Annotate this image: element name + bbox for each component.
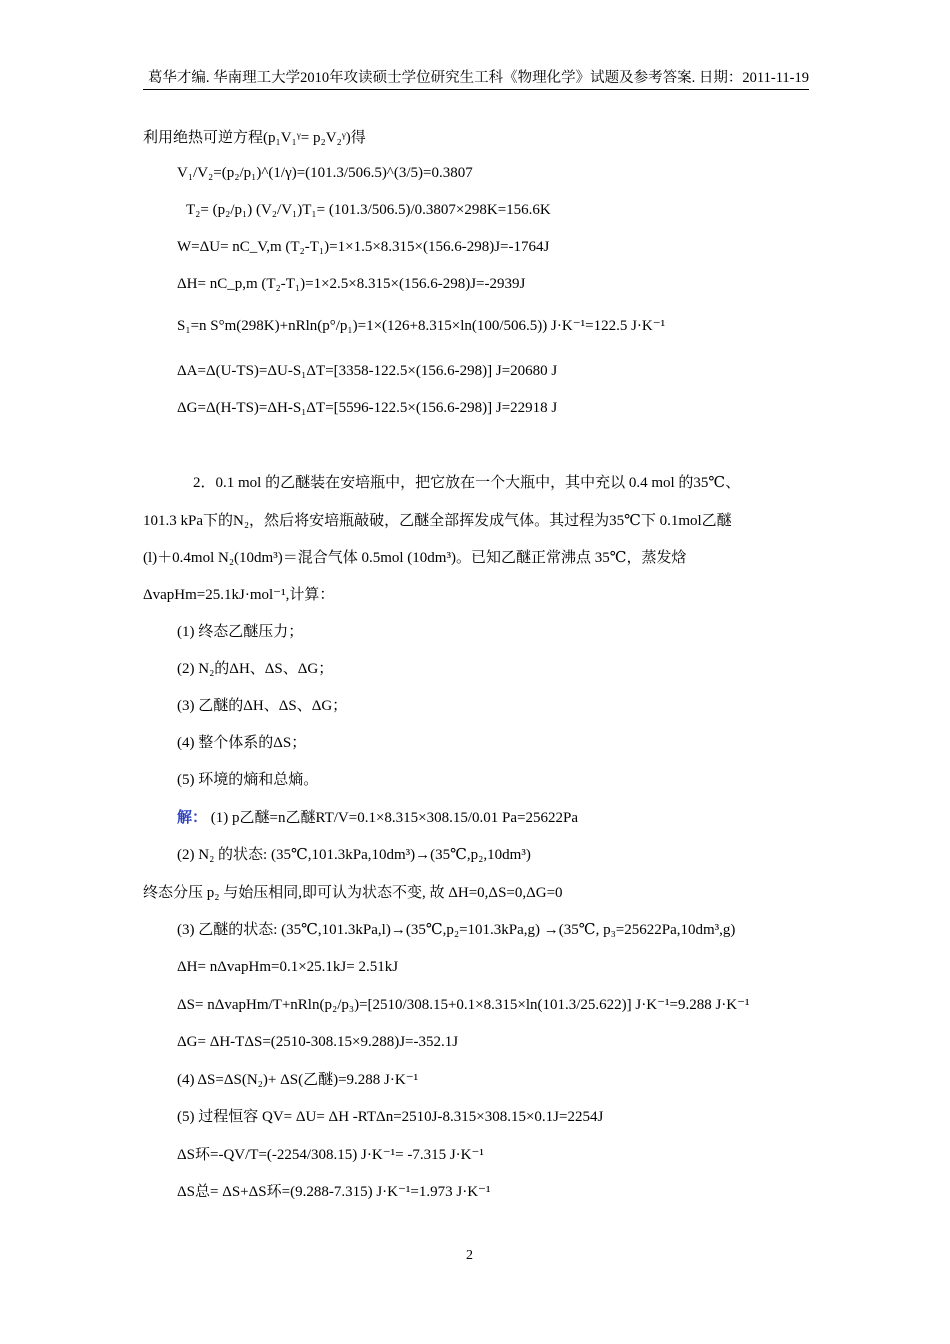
solution-2-conclusion: 终态分压 p₂ 与始压相同,即可认为状态不变, 故 ΔH=0,ΔS=0,ΔG=0 (143, 885, 563, 901)
question-2: (2) N₂的ΔH、ΔS、ΔG； (177, 661, 334, 677)
solution-5-env-entropy: ΔS环=-QV/T=(-2254/308.15) J·K⁻¹= -7.315 J·K⁻¹ (177, 1147, 484, 1163)
solution-part1 (177, 808, 578, 828)
equation-t2: T₂= (p₂/p₁) (V₂/V₁)T₁= (101.3/506.5)/0.3807×298K=156.6K (186, 202, 551, 218)
solution-label: 解： (177, 810, 208, 826)
problem2-line3: (l)＋0.4mol N₂(10dm³)＝混合气体 0.5mol (10dm³)。已知乙醚正常沸点 35℃，蒸发焓 (143, 550, 687, 566)
solution-3-enthalpy: ΔH= nΔvapHm=0.1×25.1kJ= 2.51kJ (177, 959, 399, 975)
equation-gibbs: ΔG=Δ(H-TS)=ΔH-S₁ΔT=[5596-122.5×(156.6-298)] J=22918 J (177, 400, 558, 416)
equation-work: W=ΔU= nC_V,m (T₂-T₁)=1×1.5×8.315×(156.6-298)J=-1764J (177, 239, 550, 255)
solution-3-entropy: ΔS= nΔvapHm/T+nRln(p₂/p₃)=[2510/308.15+0.1×8.315×ln(101.3/25.622)] J·K⁻¹=9.288 J·K⁻¹ (177, 997, 750, 1013)
page-header: 葛华才编. 华南理工大学2010年攻读硕士学位研究生工科《物理化学》试题及参考答案. 日期：2011-11-19 (143, 66, 809, 90)
question-4: (4) 整个体系的ΔS； (177, 735, 307, 751)
page-number: 2 (466, 1248, 473, 1263)
problem2-line4: ΔvapHm=25.1kJ·mol⁻¹,计算： (143, 587, 335, 603)
solution-3: (3) 乙醚的状态: (35℃,101.3kPa,l)→(35℃,p₂=101.3kPa,g) →(35℃, p₃=25622Pa,10dm³,g) (177, 922, 736, 938)
problem2-line1: 2．0.1 mol 的乙醚装在安培瓶中，把它放在一个大瓶中，其中充以 0.4 mol 的35℃、 (193, 475, 741, 491)
solution-4: (4) ΔS=ΔS(N₂)+ ΔS(乙醚)=9.288 J·K⁻¹ (177, 1072, 419, 1088)
solution-2: (2) N₂ 的状态: (35℃,101.3kPa,10dm³)→(35℃,p₂,10dm³) (177, 847, 531, 863)
solution-5: (5) 过程恒容 QV= ΔU= ΔH -RTΔn=2510J-8.315×308.15×0.1J=2254J (177, 1109, 604, 1125)
solution-1: (1) p乙醚=n乙醚RT/V=0.1×8.315×308.15/0.01 Pa=25622Pa (210, 810, 578, 826)
question-1: (1) 终态乙醚压力； (177, 624, 304, 640)
question-5: (5) 环境的熵和总熵。 (177, 772, 319, 788)
solution-5-total-entropy: ΔS总= ΔS+ΔS环=(9.288-7.315) J·K⁻¹=1.973 J·K⁻¹ (177, 1184, 491, 1200)
equation-helmholtz: ΔA=Δ(U-TS)=ΔU-S₁ΔT=[3358-122.5×(156.6-298)] J=20680 J (177, 363, 558, 379)
solution-3-gibbs: ΔG= ΔH-TΔS=(2510-308.15×9.288)J=-352.1J (177, 1034, 459, 1050)
question-3: (3) 乙醚的ΔH、ΔS、ΔG； (177, 698, 348, 714)
problem2-line2: 101.3 kPa下的N₂，然后将安培瓶敲破，乙醚全部挥发成气体。其过程为35℃下 0.1mol乙醚 (143, 513, 732, 529)
equation-entropy: S₁=n S°m(298K)+nRln(p°/p₁)=1×(126+8.315×ln(100/506.5)) J·K⁻¹=122.5 J·K⁻¹ (177, 318, 666, 334)
adiabatic-intro: 利用绝热可逆方程(p₁V₁ᵞ= p₂V₂ᵞ)得 (143, 130, 366, 146)
equation-enthalpy: ΔH= nC_p,m (T₂-T₁)=1×2.5×8.315×(156.6-298)J=-2939J (177, 276, 526, 292)
equation-volume-ratio: V₁/V₂=(p₂/p₁)^(1/γ)=(101.3/506.5)^(3/5)=0.3807 (177, 165, 473, 181)
